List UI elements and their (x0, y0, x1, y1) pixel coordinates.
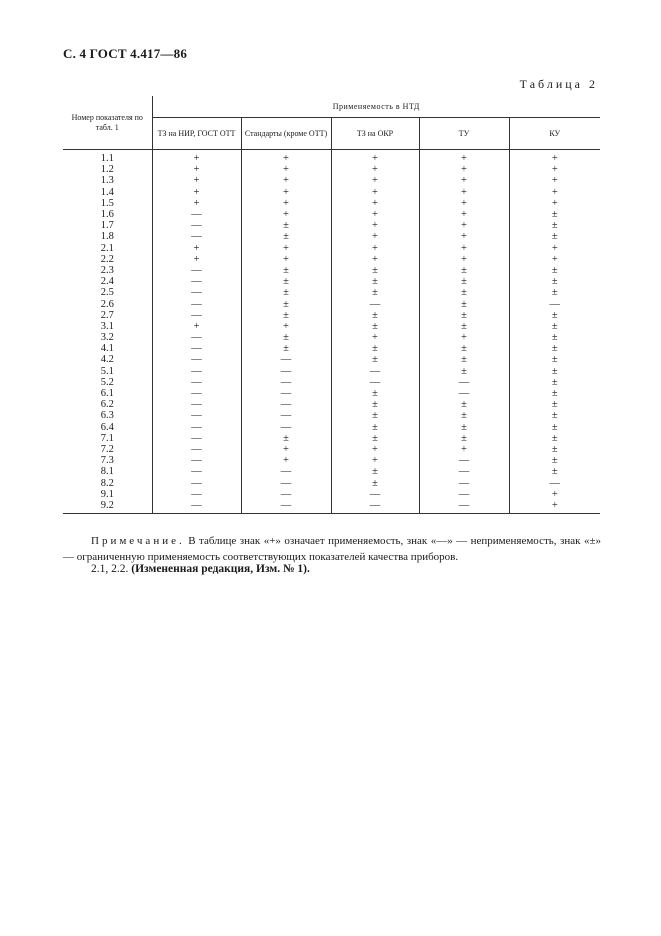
applicability-cell: + (241, 175, 331, 186)
applicability-cell: + (419, 175, 509, 186)
applicability-cell: ± (419, 298, 509, 309)
applicability-cell: ± (331, 265, 419, 276)
applicability-cell: — (241, 477, 331, 488)
indicator-number-cell: 4.2 (63, 354, 152, 365)
applicability-cell: — (152, 231, 241, 242)
applicability-cell: ± (241, 332, 331, 343)
column-header-tu: ТУ (419, 118, 509, 150)
applicability-cell: — (241, 422, 331, 433)
applicability-cell: — (419, 477, 509, 488)
applicability-cell: — (331, 298, 419, 309)
applicability-cell: ± (241, 343, 331, 354)
table-row (63, 254, 600, 265)
table-row (63, 444, 600, 455)
note-label: Примечание. (91, 535, 185, 547)
applicability-cell: + (241, 243, 331, 254)
applicability-cell: + (331, 164, 419, 175)
indicator-number-cell: 1.3 (63, 175, 152, 186)
table-row (63, 433, 600, 444)
applicability-cell: ± (551, 443, 558, 455)
applicability-cell: ± (241, 433, 331, 444)
applicability-cell: + (551, 164, 558, 176)
applicability-cell: + (419, 444, 509, 455)
table-row (63, 287, 600, 298)
applicability-cell: — (241, 489, 331, 500)
table-row (63, 489, 600, 500)
applicability-cell: ± (241, 298, 331, 309)
applicability-cell: ± (551, 421, 558, 433)
applicability-cell: + (551, 197, 558, 209)
applicability-cell: ± (331, 422, 419, 433)
applicability-cell: + (152, 187, 241, 198)
applicability-cell: + (551, 253, 558, 265)
applicability-cell: — (241, 466, 331, 477)
applicability-cell: — (152, 489, 241, 500)
indicator-number-cell: 9.1 (63, 489, 152, 500)
applicability-cell: + (241, 187, 331, 198)
applicability-cell: ± (241, 231, 331, 242)
indicator-number-cell: 1.6 (63, 209, 152, 220)
table-row (63, 500, 600, 514)
applicability-cell: + (241, 321, 331, 332)
applicability-cell: + (152, 164, 241, 175)
indicator-number-cell: 2.1 (63, 243, 152, 254)
applicability-cell: — (241, 388, 331, 399)
applicability-cell: ± (551, 276, 558, 288)
applicability-cell: + (241, 164, 331, 175)
applicability-cell: + (551, 242, 558, 254)
applicability-cell: — (152, 354, 241, 365)
indicator-number-cell: 6.4 (63, 422, 152, 433)
applicability-cell: + (331, 444, 419, 455)
applicability-cell: ± (551, 365, 558, 377)
applicability-cell: + (241, 198, 331, 209)
applicability-cell: — (152, 265, 241, 276)
applicability-cell: — (152, 276, 241, 287)
indicator-number-cell: 7.3 (63, 455, 152, 466)
indicator-number-cell: 2.6 (63, 298, 152, 309)
applicability-cell: — (241, 377, 331, 388)
applicability-cell: — (152, 444, 241, 455)
applicability-cell: — (419, 489, 509, 500)
applicability-cell: — (152, 422, 241, 433)
applicability-cell: ± (419, 343, 509, 354)
table-row (63, 366, 600, 377)
applicability-cell: ± (551, 231, 558, 243)
applicability-cell: ± (419, 366, 509, 377)
applicability-cell: — (152, 399, 241, 410)
applicability-cell: + (241, 209, 331, 220)
indicator-number-cell: 4.1 (63, 343, 152, 354)
indicator-number-cell: 6.3 (63, 410, 152, 421)
applicability-cell: + (419, 164, 509, 175)
applicability-cell: — (419, 377, 509, 388)
applicability-cell: + (419, 243, 509, 254)
applicability-cell: ± (419, 422, 509, 433)
indicator-number-cell: 8.2 (63, 477, 152, 488)
applicability-cell: — (152, 500, 241, 514)
indicator-number-cell: 2.3 (63, 265, 152, 276)
applicability-cell: ± (551, 399, 558, 411)
applicability-cell: + (152, 150, 241, 165)
table-row (63, 298, 600, 309)
applicability-cell: ± (331, 388, 419, 399)
applicability-cell: — (419, 500, 509, 514)
applicability-cell: ± (241, 276, 331, 287)
applicability-cell: ± (331, 287, 419, 298)
indicator-number-cell: 2.4 (63, 276, 152, 287)
applicability-cell: — (152, 209, 241, 220)
table-row (63, 332, 600, 343)
applicability-cell: — (152, 433, 241, 444)
table-row (63, 150, 600, 165)
indicator-number-cell: 1.5 (63, 198, 152, 209)
table-body (63, 150, 600, 514)
applicability-cell: — (152, 388, 241, 399)
applicability-cell: ± (551, 220, 558, 232)
table-row (63, 310, 600, 321)
applicability-cell: ± (331, 477, 419, 488)
applicability-cell: + (331, 209, 419, 220)
applicability-cell: ± (241, 220, 331, 231)
applicability-cell: ± (419, 276, 509, 287)
applicability-cell: ± (551, 354, 558, 366)
table-row (63, 399, 600, 410)
applicability-cell: + (419, 220, 509, 231)
applicability-cell: — (152, 410, 241, 421)
applicability-cell: ± (419, 321, 509, 332)
page-header-title: С. 4 ГОСТ 4.417—86 (63, 46, 188, 61)
applicability-cell: + (551, 153, 558, 165)
applicability-cell: — (152, 477, 241, 488)
table-row (63, 243, 600, 254)
applicability-cell: ± (551, 343, 558, 355)
indicator-number-cell: 2.2 (63, 254, 152, 265)
change-edition-note: (Измененная редакция, Изм. № 1). (131, 563, 310, 575)
table-row (63, 455, 600, 466)
indicator-number-cell: 2.5 (63, 287, 152, 298)
indicator-number-cell: 1.1 (63, 150, 152, 165)
applicability-cell: ± (241, 287, 331, 298)
applicability-cell: + (331, 243, 419, 254)
applicability-cell: + (241, 254, 331, 265)
applicability-cell: — (152, 220, 241, 231)
column-header-tz-nir: ТЗ на НИР, ГОСТ ОТТ (152, 118, 241, 150)
table-row (63, 276, 600, 287)
applicability-cell: + (551, 499, 558, 511)
table-row (63, 477, 600, 488)
table-row (63, 377, 600, 388)
applicability-cell: — (331, 500, 419, 514)
applicability-cell: — (419, 388, 509, 399)
table-note (63, 533, 601, 565)
applicability-cell: + (152, 254, 241, 265)
applicability-cell: ± (551, 432, 558, 444)
indicator-number-cell: 3.1 (63, 321, 152, 332)
indicator-number-cell: 1.4 (63, 187, 152, 198)
indicator-number-cell: 5.1 (63, 366, 152, 377)
applicability-cell: + (419, 254, 509, 265)
applicability-cell: + (152, 243, 241, 254)
applicability-cell: ± (419, 399, 509, 410)
applicability-cell: — (152, 332, 241, 343)
applicability-cell: + (331, 220, 419, 231)
table-row (63, 265, 600, 276)
indicator-number-cell: 6.2 (63, 399, 152, 410)
table-row (63, 466, 600, 477)
applicability-cell: — (331, 366, 419, 377)
applicability-cell: ± (241, 265, 331, 276)
applicability-cell: — (241, 354, 331, 365)
applicability-cell: ± (551, 332, 558, 344)
applicability-cell: ± (551, 209, 558, 221)
column-header-standards: Стандарты (кроме ОТТ) (241, 118, 331, 150)
column-header-indicator-number: Номер показателя по табл. 1 (63, 96, 152, 150)
applicability-cell: ± (331, 310, 419, 321)
applicability-cell: ± (551, 410, 558, 422)
change-reference (91, 563, 310, 575)
indicator-number-cell: 5.2 (63, 377, 152, 388)
applicability-cell: — (152, 343, 241, 354)
applicability-cell: ± (331, 399, 419, 410)
indicator-number-cell: 7.2 (63, 444, 152, 455)
table-row (63, 410, 600, 421)
change-clause-ref: 2.1, 2.2. (91, 563, 129, 575)
applicability-cell: ± (331, 343, 419, 354)
indicator-number-cell: 2.7 (63, 310, 152, 321)
applicability-cell: + (419, 209, 509, 220)
applicability-cell: — (152, 287, 241, 298)
applicability-cell: + (331, 455, 419, 466)
indicator-number-cell: 3.2 (63, 332, 152, 343)
applicability-cell: ± (551, 455, 558, 467)
applicability-cell: + (241, 150, 331, 165)
applicability-cell: — (419, 466, 509, 477)
indicator-number-cell: 8.1 (63, 466, 152, 477)
table-caption: Таблица 2 (519, 77, 598, 91)
applicability-cell: ± (551, 309, 558, 321)
applicability-cell: ± (331, 466, 419, 477)
applicability-cell: — (152, 310, 241, 321)
applicability-cell: ± (419, 354, 509, 365)
applicability-cell: ± (331, 354, 419, 365)
column-header-ku: КУ (509, 118, 600, 150)
applicability-cell: ± (551, 264, 558, 276)
applicability-cell: — (152, 455, 241, 466)
applicability-cell: ± (419, 410, 509, 421)
indicator-number-cell: 6.1 (63, 388, 152, 399)
applicability-cell: — (241, 366, 331, 377)
table-row (63, 422, 600, 433)
applicability-cell: + (331, 198, 419, 209)
applicability-cell: ± (551, 320, 558, 332)
indicator-number-cell: 7.1 (63, 433, 152, 444)
indicator-number-cell: 9.2 (63, 500, 152, 514)
applicability-cell: ± (331, 433, 419, 444)
applicability-cell: — (152, 466, 241, 477)
table-row (63, 164, 600, 175)
applicability-cell: + (331, 254, 419, 265)
applicability-cell: + (419, 332, 509, 343)
applicability-cell: + (152, 175, 241, 186)
applicability-cell: ± (551, 388, 558, 400)
indicator-number-cell: 1.7 (63, 220, 152, 231)
applicability-cell: + (331, 332, 419, 343)
table-row (63, 198, 600, 209)
applicability-cell: + (152, 198, 241, 209)
table-row (63, 175, 600, 186)
table-row (63, 209, 600, 220)
table-row (63, 343, 600, 354)
applicability-cell: ± (419, 287, 509, 298)
applicability-cell: — (152, 366, 241, 377)
applicability-cell: + (241, 444, 331, 455)
applicability-cell: + (551, 175, 558, 187)
table-row (63, 354, 600, 365)
applicability-cell: + (419, 198, 509, 209)
applicability-cell: — (241, 500, 331, 514)
applicability-cell: + (331, 175, 419, 186)
applicability-table (63, 96, 600, 514)
column-group-header-applicability: Применяемость в НТД (152, 96, 600, 118)
applicability-cell: ± (419, 265, 509, 276)
applicability-cell: ± (551, 376, 558, 388)
applicability-cell: ± (419, 433, 509, 444)
applicability-cell: + (331, 231, 419, 242)
applicability-cell: — (241, 399, 331, 410)
applicability-cell: — (331, 489, 419, 500)
applicability-cell: + (419, 231, 509, 242)
applicability-cell: — (549, 298, 561, 310)
applicability-cell: + (419, 150, 509, 165)
applicability-cell: — (331, 377, 419, 388)
applicability-cell: ± (331, 321, 419, 332)
applicability-cell: — (152, 298, 241, 309)
table-row (63, 220, 600, 231)
table-row (63, 231, 600, 242)
applicability-cell: — (549, 477, 561, 489)
applicability-cell: + (331, 187, 419, 198)
applicability-cell: + (241, 455, 331, 466)
applicability-cell: + (152, 321, 241, 332)
indicator-number-cell: 1.8 (63, 231, 152, 242)
applicability-cell: — (152, 377, 241, 388)
applicability-cell: ± (241, 310, 331, 321)
table-row (63, 388, 600, 399)
applicability-cell: + (551, 186, 558, 198)
indicator-number-cell: 1.2 (63, 164, 152, 175)
applicability-cell: ± (551, 287, 558, 299)
applicability-cell: ± (419, 310, 509, 321)
applicability-cell: ± (551, 466, 558, 478)
applicability-cell: — (419, 455, 509, 466)
applicability-cell: + (419, 187, 509, 198)
applicability-cell: ± (331, 410, 419, 421)
table-row (63, 321, 600, 332)
applicability-cell: + (331, 150, 419, 165)
note-text: В таблице знак «+» означает применяемость, знак «—» — неприменяемость, знак «±» — ограниченную применяемость соответствующих показателей качества приборов. (63, 535, 601, 563)
table-row (63, 187, 600, 198)
applicability-cell: ± (331, 276, 419, 287)
column-header-tz-okr: ТЗ на ОКР (331, 118, 419, 150)
applicability-cell: + (551, 488, 558, 500)
applicability-cell: — (241, 410, 331, 421)
